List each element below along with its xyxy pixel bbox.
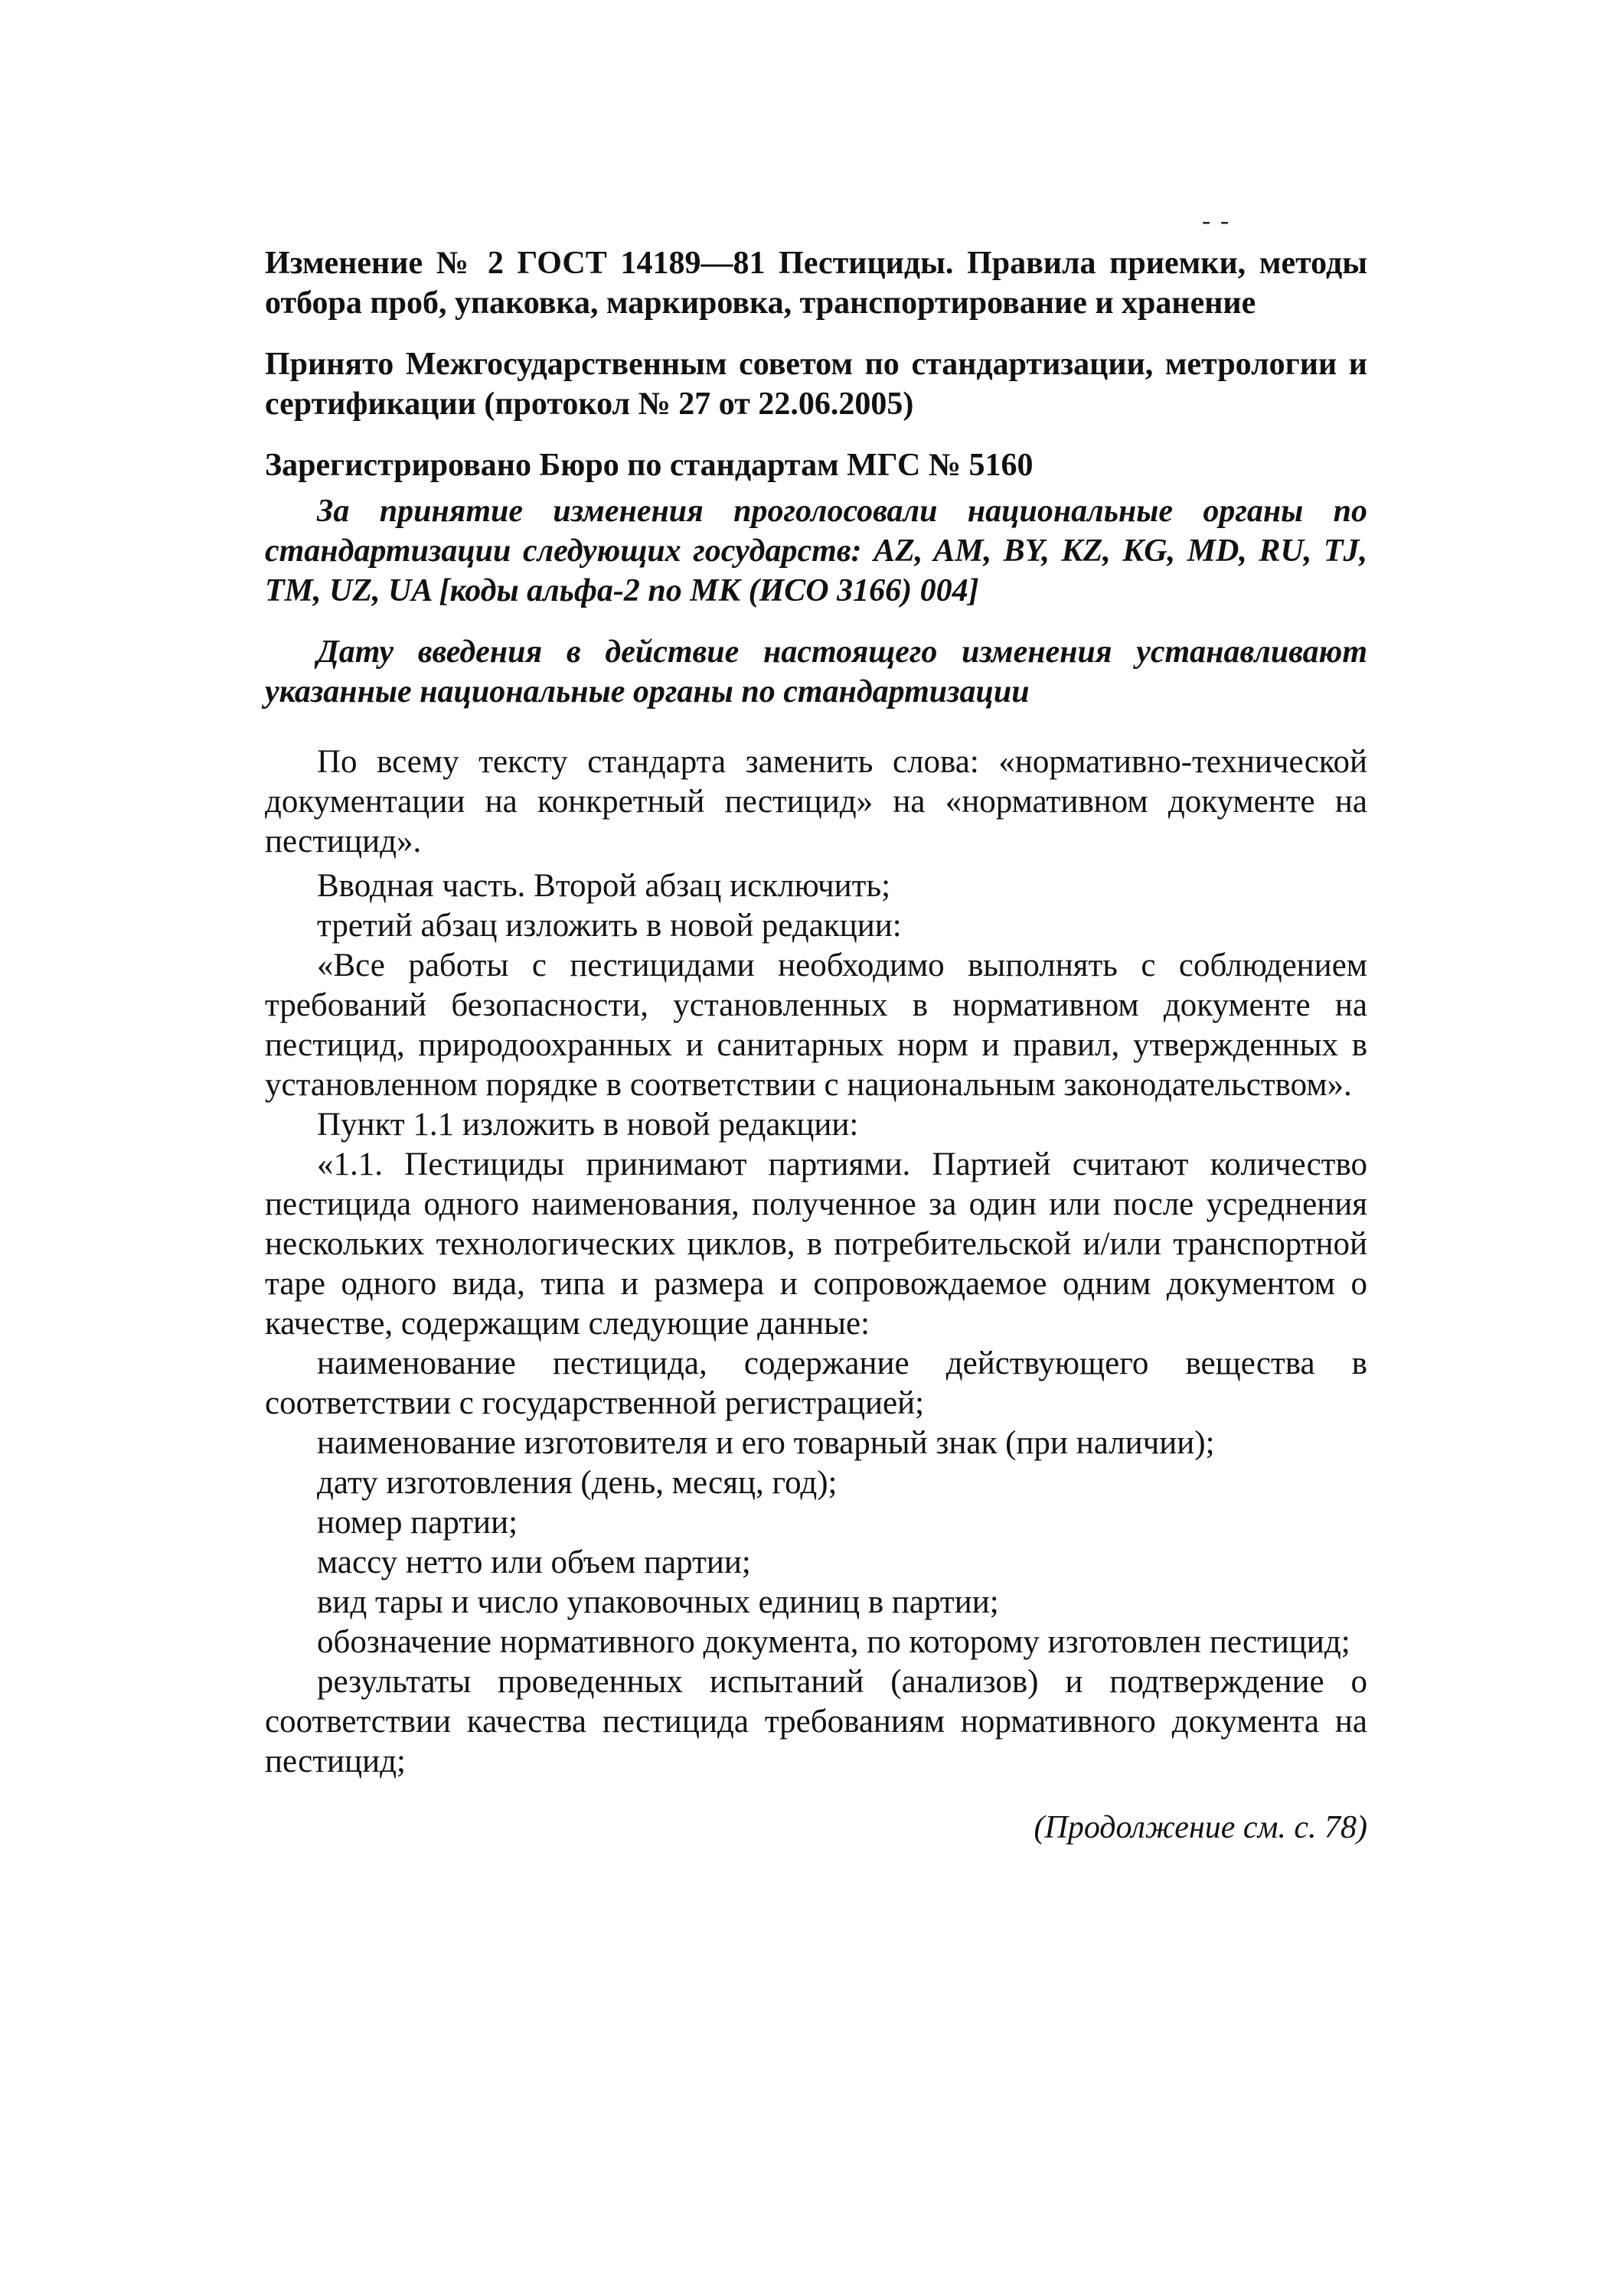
body-paragraph: третий абзац изложить в новой редакции:	[317, 908, 902, 944]
body-paragraph: Вводная часть. Второй абзац исключить;	[317, 868, 891, 904]
adopted-statement: Принято Межгосударственным советом по стандартизации, метрологии и сертификации (протокол № 27 от 22.06.2005)	[265, 347, 1367, 422]
list-item: наименование изготовителя и его товарный знак (при наличии);	[317, 1425, 1215, 1461]
document-body	[265, 742, 1367, 1782]
registered-block	[265, 445, 1367, 485]
body-paragraph: «1.1. Пестициды принимают партиями. Партией считают количество пестицида одного наименования, полученное за один или после усреднения нескольких технологических циклов, в потребительской и/или транспортной таре одного вида, типа и размера и сопровождаемое одним документом о качестве, содержащим следующие данные:	[265, 1146, 1367, 1342]
adopted-block	[265, 344, 1367, 424]
document-text	[265, 243, 1367, 1848]
body-paragraph: Пункт 1.1 изложить в новой редакции:	[317, 1107, 859, 1143]
page-mark: - -	[1202, 207, 1231, 235]
list-item: дату изготовления (день, месяц, год);	[317, 1465, 838, 1501]
list-item: обозначение нормативного документа, по которому изготовлен пестицид;	[317, 1624, 1350, 1660]
list-item: наименование пестицида, содержание действующего вещества в соответствии с государственной регистрацией;	[265, 1345, 1367, 1421]
list-item: вид тары и число упаковочных единиц в партии;	[317, 1584, 999, 1620]
list-item: результаты проведенных испытаний (анализов) и подтверждение о соответствии качества пестицида требованиям нормативного документа на пестицид;	[265, 1664, 1367, 1779]
body-paragraph: «Все работы с пестицидами необходимо выполнять с соблюдением требований безопасности, установленных в нормативном документе на пестицид, природоохранных и санитарных норм и правил, утвержденных в установленном порядке в соответствии с национальным законодательством».	[265, 947, 1367, 1103]
continuation-note: (Продолжение см. с. 78)	[1034, 1810, 1367, 1845]
header-block	[265, 243, 1367, 323]
body-paragraph: По всему тексту стандарта заменить слова: «нормативно-технической документации на конкретный пестицид» на «нормативном документе на пестицид».	[265, 744, 1367, 859]
list-item: номер партии;	[317, 1505, 518, 1541]
list-item: массу нетто или объем партии;	[317, 1544, 751, 1580]
change-title: Изменение № 2 ГОСТ 14189—81 Пестициды. Правила приемки, методы отбора проб, упаковка, маркировка, транспортирование и хранение	[265, 246, 1367, 321]
effective-date-note: Дату введения в действие настоящего изменения устанавливают указанные национальные органы по стандартизации	[265, 634, 1367, 709]
registered-statement: Зарегистрировано Бюро по стандартам МГС № 5160	[265, 448, 1034, 483]
voting-statement: За принятие изменения проголосовали национальные органы по стандартизации следующих государств: AZ, AM, BY, KZ, KG, MD, RU, TJ, TM, UZ, UA [коды альфа-2 по МК (ИСО 3166) 004]	[265, 494, 1367, 608]
